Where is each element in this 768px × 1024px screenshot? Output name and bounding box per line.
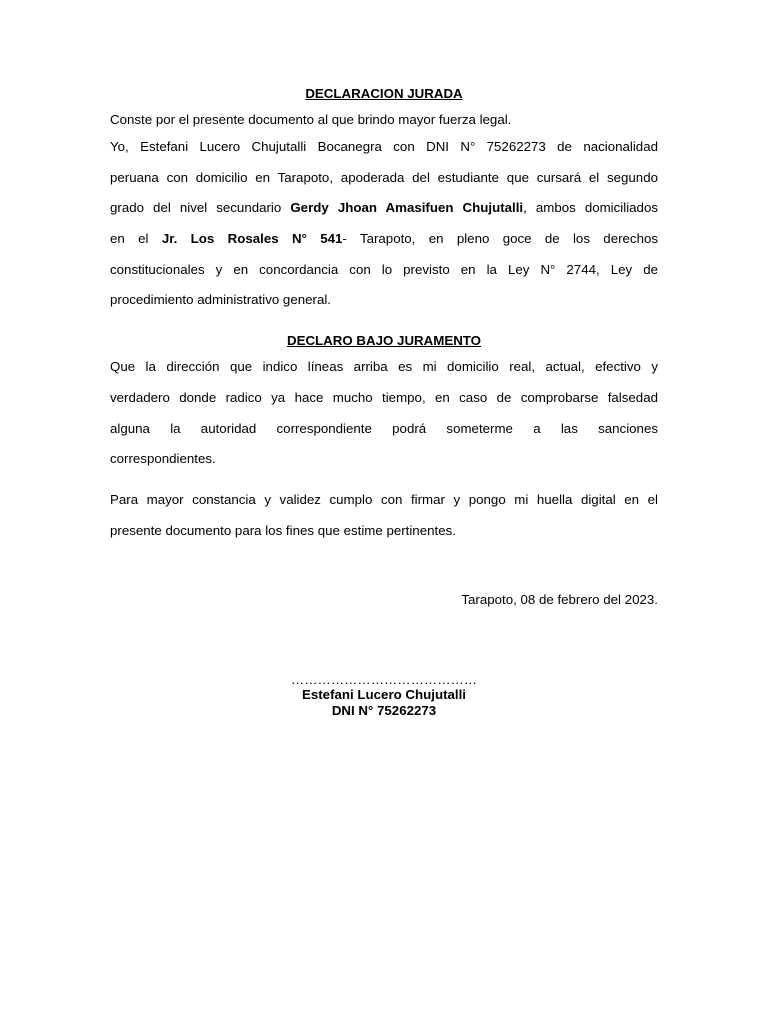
paragraph1-line3 (110, 200, 658, 216)
paragraph1-line2: peruana con domicilio en Tarapoto, apoderada del estudiante que cursará el segundo (110, 170, 658, 185)
intro-text: Conste por el presente documento al que brindo mayor fuerza legal. (110, 112, 512, 127)
paragraph2-line1: Que la dirección que indico líneas arriba es mi domicilio real, actual, efectivo y (110, 359, 658, 374)
document-page (110, 0, 658, 1024)
declaration-subtitle: DECLARO BAJO JURAMENTO (286, 333, 482, 348)
paragraph1-line1: Yo, Estefani Lucero Chujutalli Bocanegra con DNI N° 75262273 de nacionalidad (110, 139, 658, 154)
paragraph2-line2: verdadero donde radico ya hace mucho tiempo, en caso de comprobarse falsedad (110, 390, 658, 405)
place-date: Tarapoto, 08 de febrero del 2023. (461, 592, 658, 607)
paragraph1-line3-pre: grado del nivel secundario (110, 200, 291, 215)
paragraph1-line4-post: - Tarapoto, en pleno goce de los derechos (342, 231, 659, 246)
address: Jr. Los Rosales N° 541 (161, 231, 343, 246)
student-name: Gerdy Jhoan Amasifuen Chujutalli (290, 200, 524, 215)
signature-line: …………………………………… (290, 672, 478, 687)
paragraph1-line3-post: , ambos domiciliados (523, 200, 658, 215)
paragraph1-line6: procedimiento administrativo general. (110, 292, 331, 307)
paragraph2-line3: alguna la autoridad correspondiente podrá someterme a las sanciones (110, 421, 658, 436)
paragraph1-line5: constitucionales y en concordancia con lo previsto en la Ley N° 2744, Ley de (110, 262, 658, 277)
document-title: DECLARACION JURADA (305, 86, 463, 101)
signer-name: Estefani Lucero Chujutalli (301, 687, 467, 702)
paragraph3-line1: Para mayor constancia y validez cumplo con firmar y pongo mi huella digital en el (110, 492, 658, 507)
paragraph3-line2: presente documento para los fines que estime pertinentes. (110, 523, 456, 538)
signer-dni: DNI N° 75262273 (331, 703, 437, 718)
paragraph2-line4: correspondientes. (110, 451, 216, 466)
paragraph1-line4 (110, 231, 658, 247)
paragraph1-line4-pre: en el (110, 231, 162, 246)
